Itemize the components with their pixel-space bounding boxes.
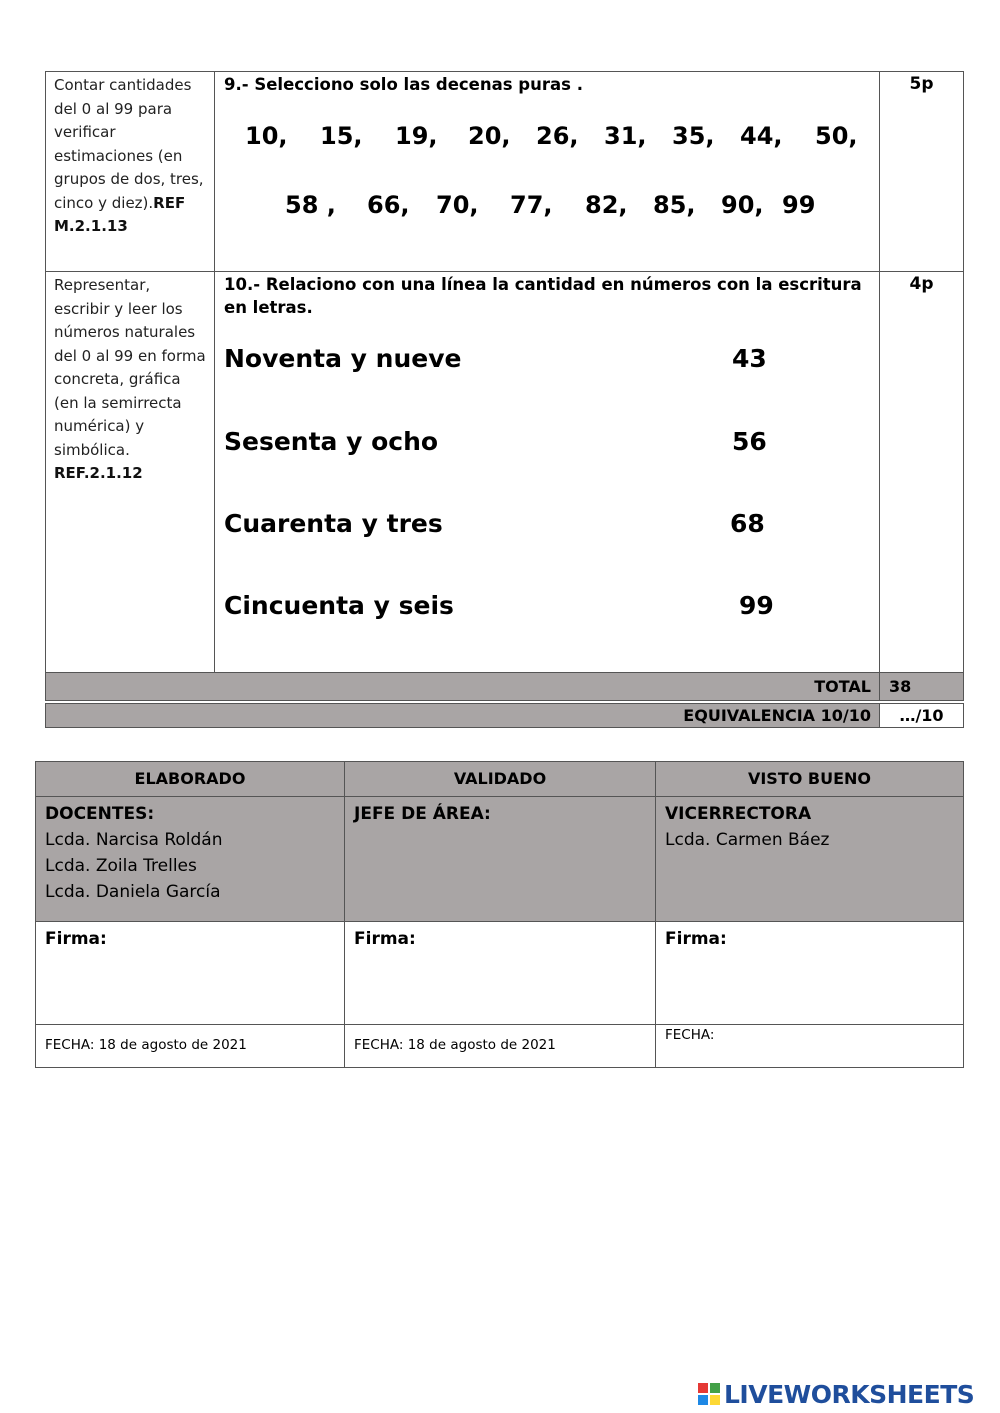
docente-name-1: Lcda. Narcisa Roldán [45,830,223,850]
row9-number-option[interactable]: 19, [395,122,438,150]
row10-description [46,272,214,488]
equivalencia-label: EQUIVALENCIA 10/10 [683,706,871,725]
fecha-cell-2 [344,1024,656,1068]
row9-number-option[interactable]: 20, [468,122,511,150]
fecha-cell-3 [655,1024,964,1068]
row10-number-item[interactable]: 43 [732,344,767,373]
docente-name-3: Lcda. Daniela García [45,882,221,902]
sig-header-visto-bueno-label: VISTO BUENO [747,769,872,788]
fecha-2: FECHA: 18 de agosto de 2021 [354,1037,556,1053]
vicerrectora-name: Lcda. Carmen Báez [665,830,830,850]
equivalencia-value-cell [879,703,964,728]
row10-title: 10.- Relaciono con una línea la cantidad en números con la escritura en letras. [224,275,862,317]
row9-number-option[interactable]: 66, [367,191,410,219]
sig-docentes [36,797,344,909]
firma-cell-2 [344,921,656,1025]
row10-content-cell [214,271,880,673]
logo-square-4 [709,1394,721,1406]
sig-header-elaborado-label: ELABORADO [134,769,246,788]
equivalencia-label-cell [45,703,880,728]
row9-description [46,72,214,241]
total-label: TOTAL [814,677,871,696]
row9-content-cell [214,71,880,272]
row10-number-item[interactable]: 99 [739,591,774,620]
row9-description-cell [45,71,215,272]
row9-title: 9.- Selecciono solo las decenas puras . [224,75,583,94]
row10-number-item[interactable]: 56 [732,427,767,456]
row10-description-text: Representar, escribir y leer los números naturales del 0 al 99 en forma concreta, gráfica (en la semirrecta numérica) y simbólica. [54,276,206,459]
row9-number-option[interactable]: 99 [782,191,816,219]
row9-number-option[interactable]: 58 , [285,191,336,219]
logo-square-1 [697,1382,709,1394]
sig-header-validado-label: VALIDADO [453,769,547,788]
firma-label-2 [345,922,655,956]
row9-points: 5p [909,74,934,94]
liveworksheets-watermark [697,1378,974,1410]
docentes-role: DOCENTES: [45,804,155,824]
row9-number-option[interactable]: 50, [815,122,858,150]
row9-number-option[interactable]: 31, [604,122,647,150]
row9-number-option[interactable]: 77, [510,191,553,219]
logo-square-3 [697,1394,709,1406]
row10-word-item[interactable]: Cuarenta y tres [224,509,443,538]
firma-label-2-text: Firma: [354,929,416,949]
total-value-cell [879,672,964,701]
row9-number-option[interactable]: 15, [320,122,363,150]
firma-label-1-text: Firma: [45,929,107,949]
row9-number-option[interactable]: 10, [245,122,288,150]
firma-label-3 [656,922,963,956]
fecha-cell-1 [35,1024,345,1068]
row9-number-option[interactable]: 82, [585,191,628,219]
vicerrectora-role: VICERRECTORA [665,804,812,824]
row9-description-ref: REF M.2.1.13 [54,193,186,235]
sig-docentes-cell [35,796,345,922]
firma-label-1 [36,922,344,956]
sig-header-elaborado [35,761,345,797]
jefe-area-role: JEFE DE ÁREA: [354,804,491,824]
row9-points-cell [879,71,964,272]
row9-number-option[interactable]: 90, [721,191,764,219]
liveworksheets-logo-icon [697,1382,721,1406]
row10-points: 4p [909,274,934,294]
sig-vicerrectora-cell [655,796,964,922]
logo-square-2 [709,1382,721,1394]
liveworksheets-text: LIVEWORKSHEETS [724,1379,975,1409]
row10-word-item[interactable]: Noventa y nueve [224,344,462,373]
row9-number-option[interactable]: 44, [740,122,783,150]
total-value: 38 [889,677,912,696]
firma-cell-3 [655,921,964,1025]
fecha-1: FECHA: 18 de agosto de 2021 [45,1037,247,1053]
docente-name-2: Lcda. Zoila Trelles [45,856,197,876]
row9-number-option[interactable]: 35, [672,122,715,150]
row10-description-cell [45,271,215,673]
row9-description-text: Contar cantidades del 0 al 99 para verificar estimaciones (en grupos de dos, tres, cinco y diez). [54,76,204,212]
row10-word-item[interactable]: Sesenta y ocho [224,427,439,456]
firma-label-3-text: Firma: [665,929,727,949]
sig-vicerrectora [656,797,963,857]
row10-word-item[interactable]: Cincuenta y seis [224,591,454,620]
firma-cell-1 [35,921,345,1025]
row9-number-option[interactable]: 26, [536,122,579,150]
row10-points-cell [879,271,964,673]
row9-number-option[interactable]: 70, [436,191,479,219]
row10-description-ref: REF.2.1.12 [54,464,143,482]
sig-jefe [345,797,655,831]
sig-header-visto-bueno [655,761,964,797]
row10-number-item[interactable]: 68 [730,509,765,538]
sig-header-validado [344,761,656,797]
sig-jefe-cell [344,796,656,922]
equivalencia-value[interactable]: …/10 [899,706,944,725]
total-label-cell [45,672,880,701]
row9-number-option[interactable]: 85, [653,191,696,219]
fecha-3: FECHA: [665,1027,715,1043]
